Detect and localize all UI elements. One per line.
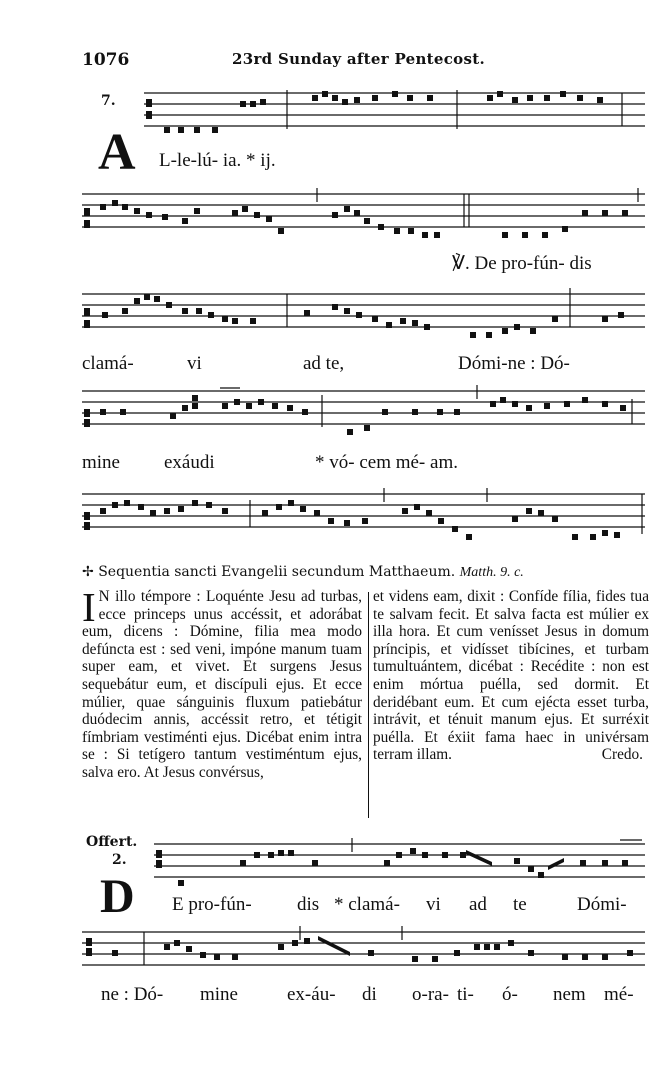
chant-staff-6 (82, 838, 645, 894)
gospel-text-right: et videns eam, dixit : Confíde fília, fides tua te salvam fecit. Et salva facta est múlier ex illa hora. Et cum venísset Jesus in domum príncipis, et vidísset tibícines, et turbam tumultuántem, dicébat : Recédite : non est enim mórtua puélla, sed dormit. Et deridébant eum. Et cum ejécta esset turba, intrávit, et ténuit manum ejus. Et surréxit puélla. Et éxiit fama haec in univérsam terram illam. (373, 588, 649, 764)
column-divider (368, 592, 369, 818)
alleluia-lyric-vi: vi (187, 353, 202, 374)
gospel-dropcap: I (82, 584, 96, 630)
offertory-lyric-2d: di (362, 984, 377, 1005)
page-title: 23rd Sunday after Pentecost. (232, 50, 485, 68)
chant-staff-2 (82, 188, 645, 248)
alleluia-lyric-1: L-le-lú- ia. * ij. (159, 150, 276, 171)
alleluia-lyric-clama: clamá- (82, 353, 134, 374)
chant-staff-4 (82, 385, 645, 443)
gospel-heading (82, 564, 524, 581)
offertory-lyric-1b: dis (297, 894, 320, 915)
offertory-lyric-2h: nem (553, 984, 586, 1005)
offertory-lyric-1a: E pro-fún- (172, 894, 252, 915)
alleluia-lyric-vocem: * vó- cem mé- am. (315, 452, 458, 473)
offertory-lyric-2i: mé- (604, 984, 634, 1005)
offertory-lyric-2a: ne : Dó- (101, 984, 164, 1005)
offertory-lyric-1e: ad (469, 894, 487, 915)
gospel-text-left: N illo témpore : Loquénte Jesu ad turbas, ecce princeps unus accéssit, et adorábat eum, dicens : Dómine, filia mea modo defúncta est : sed veni, impóne manum tuam super eam, et vivet. Et surgens Jesus sequebátur eum, et discípuli ejus. Et ecce múlier, quae sánguinis fluxum patiebátur duódecim annis, accéssit retro, et tétigit fímbriam vestiménti ejus. Dicébat enim intra se : Si tetígero tantum vestiméntum ejus, salva ero. At Jesus convérsus, (82, 588, 362, 781)
chant-staff-7 (82, 926, 645, 978)
alleluia-lyric-exaudi: exáudi (164, 452, 215, 473)
gospel-reference: Matth. 9. c. (459, 565, 524, 580)
gospel-column-left (82, 584, 362, 782)
offertory-lyric-2b: mine (200, 984, 238, 1005)
gospel-heading-text: Sequentia sancti Evangelii secundum Matthaeum. (98, 564, 456, 580)
alleluia-lyric-mine: mine (82, 452, 120, 473)
alleluia-initial: A (98, 124, 136, 181)
offertory-number: 2. (112, 852, 127, 868)
alleluia-lyric-ad-te: ad te, (303, 353, 345, 374)
credo-rubric: Credo. (601, 746, 643, 764)
offertory-lyric-2g: ó- (502, 984, 518, 1005)
offertory-lyric-2e: o-ra- (412, 984, 449, 1005)
alleluia-lyric-domine: Dómi-ne : Dó- (458, 353, 570, 374)
offertory-lyric-1c: * clamá- (334, 894, 400, 915)
offertory-lyric-2f: ti- (457, 984, 474, 1005)
offertory-lyric-1g: Dómi- (577, 894, 627, 915)
offertory-lyric-1f: te (513, 894, 527, 915)
chant-staff-5 (82, 488, 645, 550)
gospel-column-right (373, 588, 649, 764)
page-number: 1076 (82, 50, 130, 70)
offertory-initial: D (100, 870, 135, 923)
offertory-lyric-2c: ex-áu- (287, 984, 336, 1005)
alleluia-lyric-verse: ℣. De pro-fún- dis (452, 253, 592, 274)
chant-staff-1 (82, 87, 645, 143)
cross-icon: ✢ (82, 564, 94, 580)
alleluia-number: 7. (101, 93, 116, 109)
offertory-label: Offert. (86, 834, 138, 850)
chant-staff-3 (82, 288, 645, 346)
offertory-lyric-1d: vi (426, 894, 441, 915)
